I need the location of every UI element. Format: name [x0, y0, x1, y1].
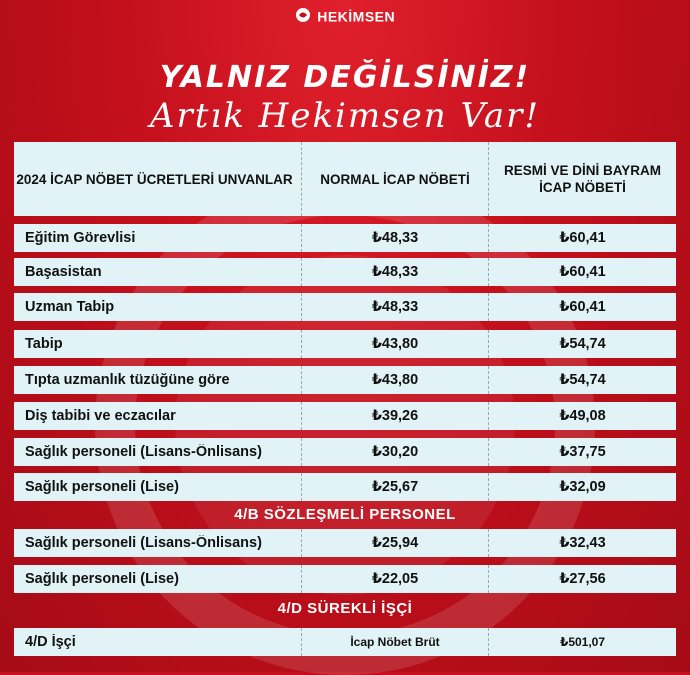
table-row: [14, 258, 676, 286]
row-title: Tıpta uzmanlık tüzüğüne göre: [25, 372, 230, 388]
row-normal-value: ₺22,05: [301, 565, 489, 593]
header-holiday-col: RESMİ VE DİNİ BAYRAM İCAP NÖBETİ: [503, 163, 662, 195]
row-holiday-value: ₺49,08: [559, 408, 606, 424]
header-title-col: 2024 İCAP NÖBET ÜCRETLERİ UNVANLAR: [16, 171, 293, 187]
row-holiday-value: ₺27,56: [559, 571, 606, 587]
row-normal-value: ₺30,20: [301, 438, 489, 466]
table-row: [14, 402, 676, 430]
row-normal-value: ₺48,33: [301, 258, 489, 286]
table-row: [14, 628, 676, 656]
section-title-4d: 4/D SÜREKLİ İŞÇİ: [277, 600, 413, 617]
row-holiday-value: ₺60,41: [559, 299, 606, 315]
row-title: Uzman Tabip: [25, 299, 115, 315]
section-title-4b: 4/B SÖZLEŞMELİ PERSONEL: [234, 506, 456, 523]
row-holiday-value: ₺60,41: [559, 230, 606, 246]
table-row: [14, 529, 676, 557]
table-row: [14, 330, 676, 358]
row-holiday-value: ₺32,09: [559, 479, 606, 495]
row-normal-value: ₺39,26: [301, 402, 489, 430]
row-normal-value: ₺25,67: [301, 473, 489, 501]
row-normal-value: ₺43,80: [301, 330, 489, 358]
slogan-line-2: Artık Hekimsen Var!: [149, 96, 541, 136]
row-holiday-value: ₺54,74: [559, 336, 606, 352]
table-row: [14, 293, 676, 321]
row-holiday-value: ₺60,41: [559, 264, 606, 280]
row-holiday-value: ₺37,75: [559, 444, 606, 460]
row-title: Sağlık personeli (Lise): [25, 479, 179, 495]
row-title: Diş tabibi ve eczacılar: [25, 408, 176, 424]
row-title: 4/D İşçi: [25, 634, 76, 650]
row-title: Tabip: [25, 336, 63, 352]
row-title: Eğitim Görevlisi: [25, 230, 136, 246]
row-holiday-value: ₺54,74: [559, 372, 606, 388]
brand-name: HEKİMSEN: [317, 8, 396, 25]
row-normal-value: ₺48,33: [301, 224, 489, 252]
row-title: Sağlık personeli (Lisans-Önlisans): [25, 444, 262, 460]
table-row: [14, 366, 676, 394]
row-holiday-value: ₺32,43: [559, 535, 606, 551]
row-title: Sağlık personeli (Lisans-Önlisans): [25, 535, 262, 551]
hekimsen-logo-icon: [295, 7, 311, 26]
slogan-line-1: YALNIZ DEĞİLSİNİZ!: [159, 60, 531, 95]
table-row: [14, 565, 676, 593]
row-title: Sağlık personeli (Lise): [25, 571, 179, 587]
row-normal-value: ₺25,94: [301, 529, 489, 557]
row-normal-value: ₺43,80: [301, 366, 489, 394]
row-title: Başasistan: [25, 264, 102, 280]
row-normal-value: ₺48,33: [301, 293, 489, 321]
table-row: [14, 224, 676, 252]
table-row: [14, 473, 676, 501]
row-normal-value: İcap Nöbet Brüt: [301, 628, 489, 656]
header-normal-col: NORMAL İCAP NÖBETİ: [301, 142, 489, 216]
row-holiday-value: ₺501,07: [559, 635, 606, 649]
table-row: [14, 438, 676, 466]
brand-header: [0, 7, 690, 26]
table-header: [14, 142, 676, 216]
